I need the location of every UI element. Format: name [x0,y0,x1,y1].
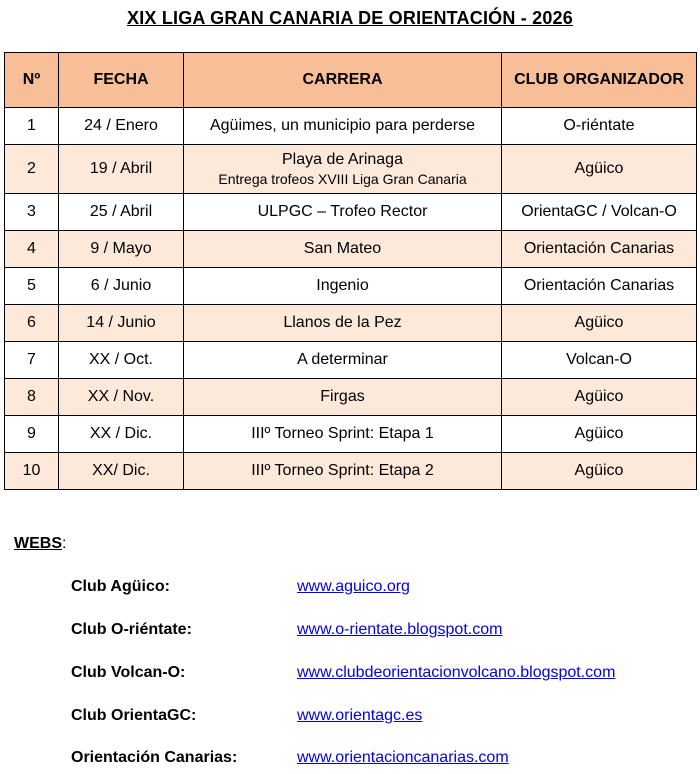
web-row [0,749,700,769]
cell-club: Agüico [502,416,697,453]
cell-club: OrientaGC / Volcan-O [502,194,697,231]
header-club: CLUB ORGANIZADOR [502,53,697,108]
cell-race: Agüimes, un municipio para perderse [184,108,502,145]
cell-date: 19 / Abril [59,145,184,194]
web-link[interactable]: www.orientacioncanarias.com [297,749,509,766]
table-row [5,231,697,268]
web-link[interactable]: www.orientagc.es [297,707,423,724]
header-date: FECHA [59,53,184,108]
cell-num: 10 [5,453,59,490]
web-club-name: Club Agüico: [71,578,170,595]
header-num: Nº [5,53,59,108]
table-row [5,194,697,231]
web-club-name: Orientación Canarias: [71,749,238,766]
cell-num: 7 [5,342,59,379]
table-row [5,379,697,416]
cell-date: XX / Nov. [59,379,184,416]
cell-date: XX/ Dic. [59,453,184,490]
cell-date: 24 / Enero [59,108,184,145]
cell-race: Firgas [184,379,502,416]
page-title: XIX LIGA GRAN CANARIA DE ORIENTACIÓN - 2026 [127,8,573,28]
cell-num: 6 [5,305,59,342]
cell-num: 5 [5,268,59,305]
table-header-row [5,53,697,108]
cell-club: Agüico [502,305,697,342]
web-link[interactable]: www.aguico.org [297,578,410,595]
cell-club: Agüico [502,145,697,194]
cell-num: 4 [5,231,59,268]
cell-num: 2 [5,145,59,194]
cell-date: 9 / Mayo [59,231,184,268]
web-club-name: Club O-riéntate: [71,621,192,638]
cell-club: O-riéntate [502,108,697,145]
table-row [5,342,697,379]
web-row [0,707,700,727]
cell-race-title: Playa de Arinaga [282,151,403,168]
web-club-name: Club OrientaGC: [71,707,197,724]
cell-club: Volcan-O [502,342,697,379]
cell-date: 14 / Junio [59,305,184,342]
table-row [5,305,697,342]
table-row [5,145,697,194]
schedule-table [4,52,697,490]
cell-date: XX / Oct. [59,342,184,379]
cell-race-note: Entrega trofeos XVIII Liga Gran Canaria [218,171,467,187]
table-row [5,108,697,145]
table-row [5,268,697,305]
cell-date: XX / Dic. [59,416,184,453]
webs-colon: : [62,535,67,552]
cell-club: Agüico [502,379,697,416]
web-link[interactable]: www.o-rientate.blogspot.com [297,621,503,638]
cell-race: IIIº Torneo Sprint: Etapa 1 [184,416,502,453]
web-row [0,578,700,598]
cell-num: 3 [5,194,59,231]
table-row [5,453,697,490]
cell-date: 25 / Abril [59,194,184,231]
cell-race: San Mateo [184,231,502,268]
cell-race [184,145,502,194]
cell-club: Orientación Canarias [502,231,697,268]
table-row [5,416,697,453]
cell-num: 9 [5,416,59,453]
cell-num: 1 [5,108,59,145]
web-club-name: Club Volcan-O: [71,664,186,681]
cell-race: Llanos de la Pez [184,305,502,342]
webs-heading [14,535,66,553]
cell-num: 8 [5,379,59,416]
webs-label: WEBS [14,535,62,552]
cell-race: ULPGC – Trofeo Rector [184,194,502,231]
web-link[interactable]: www.clubdeorientacionvolcano.blogspot.com [297,664,616,681]
cell-race: IIIº Torneo Sprint: Etapa 2 [184,453,502,490]
web-row [0,664,700,684]
cell-race: Ingenio [184,268,502,305]
cell-club: Agüico [502,453,697,490]
cell-club: Orientación Canarias [502,268,697,305]
header-race: CARRERA [184,53,502,108]
cell-date: 6 / Junio [59,268,184,305]
web-row [0,621,700,641]
cell-race: A determinar [184,342,502,379]
